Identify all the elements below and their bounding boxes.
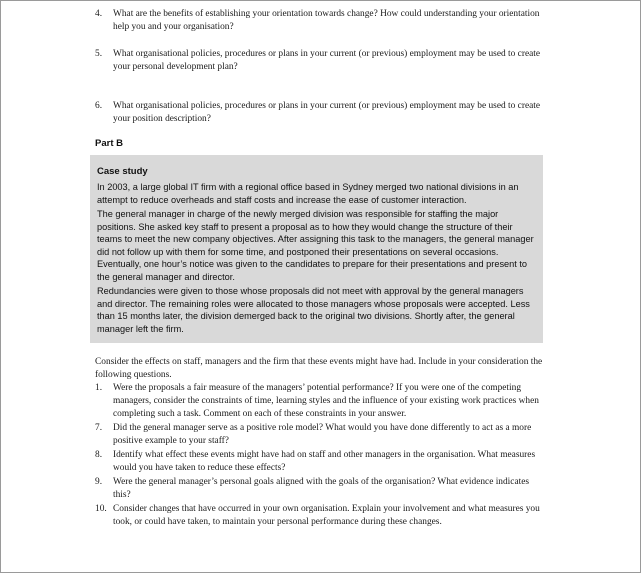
question-list	[95, 382, 547, 530]
question-text: Consider changes that have occurred in your own organisation. Explain your involvement and what measures you took, or could have taken, to maintain your personal performance during these changes.	[113, 504, 540, 528]
question-text: Were the proposals a fair measure of the managers’ potential performance? If you were one of the competing managers, consider the constraints of time, learning styles and the influence of your existing work practices when completing such a task. Comment on each of these constraints in your answer.	[113, 383, 539, 420]
case-study-box	[90, 155, 543, 343]
part-b-heading: Part B	[95, 138, 123, 149]
question-number: 7.	[95, 423, 103, 434]
case-study-paragraph-2: The general manager in charge of the newly merged division was responsible for staffing the major positions. She asked key staff to present a proposal as to how they would change the structure of their teams to meet the new company objectives. After assigning this task to the managers, the general manager did not follow up with them for some time, and postponed their presentations on several occasions. Eventually, one hour’s notice was given to the candidates to prepare for their presentations and present to the general manager and director.	[97, 209, 534, 282]
question-text: Did the general manager serve as a positive role model? What would you have done differently to act as a more positive example to your staff?	[113, 423, 532, 447]
case-study-paragraph-3: Redundancies were given to those whose proposals did not meet with approval by the general managers and director. The remaining roles were allocated to those managers whose proposals were accepted. Less than 15 months later, the division demerged back to the original two divisions. Shortly after, the general manager left the firm.	[97, 286, 530, 334]
questions-intro: Consider the effects on staff, managers and the firm that these events might have had. Include in your consideration the following questions.	[95, 357, 543, 381]
list-item	[95, 382, 547, 422]
question-text: Were the general manager’s personal goals aligned with the goals of the organisation? What evidence indicates this?	[113, 477, 530, 501]
question-number: 4.	[95, 9, 103, 19]
question-text: Identify what effect these events might have had on staff and other managers in the organisation. What measures would you have taken to reduce these effects?	[113, 450, 536, 474]
question-text: What are the benefits of establishing your orientation towards change? How could understanding your orientation help you and your organisation?	[113, 9, 540, 33]
list-item	[95, 449, 547, 475]
question-number: 6.	[95, 101, 103, 111]
question-number: 5.	[95, 49, 103, 59]
question-text: What organisational policies, procedures or plans in your current (or previous) employment may be used to create your personal development plan?	[113, 49, 541, 73]
list-item	[95, 422, 547, 448]
case-study-title: Case study	[97, 166, 148, 177]
question-number: 9.	[95, 477, 103, 488]
case-study-paragraph-1: In 2003, a large global IT firm with a regional office based in Sydney merged two national divisions in an attempt to reduce overheads and staff costs and increase the ease of customer interaction.	[97, 182, 519, 205]
list-item	[95, 476, 547, 502]
question-number: 1.	[95, 383, 103, 393]
list-item	[95, 503, 547, 529]
question-number: 10.	[95, 504, 107, 515]
question-text: What organisational policies, procedures or plans in your current (or previous) employment may be used to create your position description?	[113, 101, 541, 125]
question-number: 8.	[95, 450, 103, 461]
